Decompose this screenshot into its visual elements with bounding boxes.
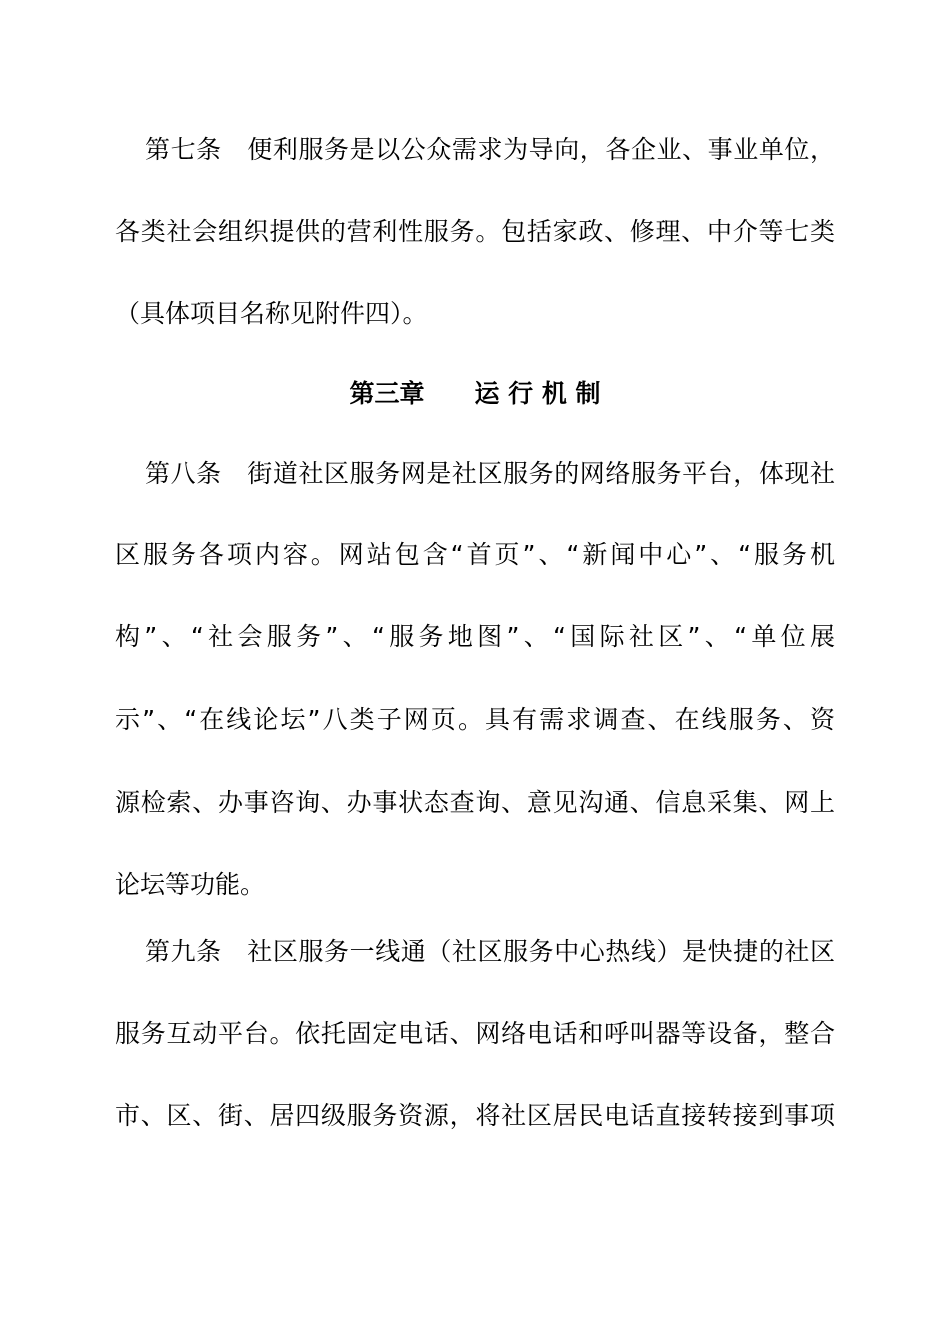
article-8-line-3: 构”、“社会服务”、“服务地图”、“国际社区”、“单位展 — [115, 622, 835, 651]
article-8-line-4: 示”、“在线论坛”八类子网页。具有需求调查、在线服务、资 — [115, 705, 835, 734]
article-9-line-1: 第九条 社区服务一线通（社区服务中心热线）是快捷的社区 — [145, 937, 835, 966]
article-7-line-3: （具体项目名称见附件四）。 — [115, 299, 428, 328]
article-8-line-2: 区服务各项内容。网站包含“首页”、“新闻中心”、“服务机 — [115, 540, 835, 569]
article-7-line-2: 各类社会组织提供的营利性服务。包括家政、修理、中介等七类 — [115, 217, 835, 246]
article-8-line-1: 第八条 街道社区服务网是社区服务的网络服务平台，体现社 — [145, 459, 835, 488]
chapter-3-heading: 第三章 运 行 机 制 — [349, 379, 601, 408]
article-9-line-3: 市、区、街、居四级服务资源，将社区居民电话直接转接到事项 — [115, 1101, 835, 1130]
article-8-line-5: 源检索、办事咨询、办事状态查询、意见沟通、信息采集、网上 — [115, 788, 835, 817]
article-9-line-2: 服务互动平台。依托固定电话、网络电话和呼叫器等设备，整合 — [115, 1019, 835, 1048]
article-8-line-6: 论坛等功能。 — [115, 870, 266, 899]
article-7-line-1: 第七条 便利服务是以公众需求为导向，各企业、事业单位， — [145, 135, 835, 164]
